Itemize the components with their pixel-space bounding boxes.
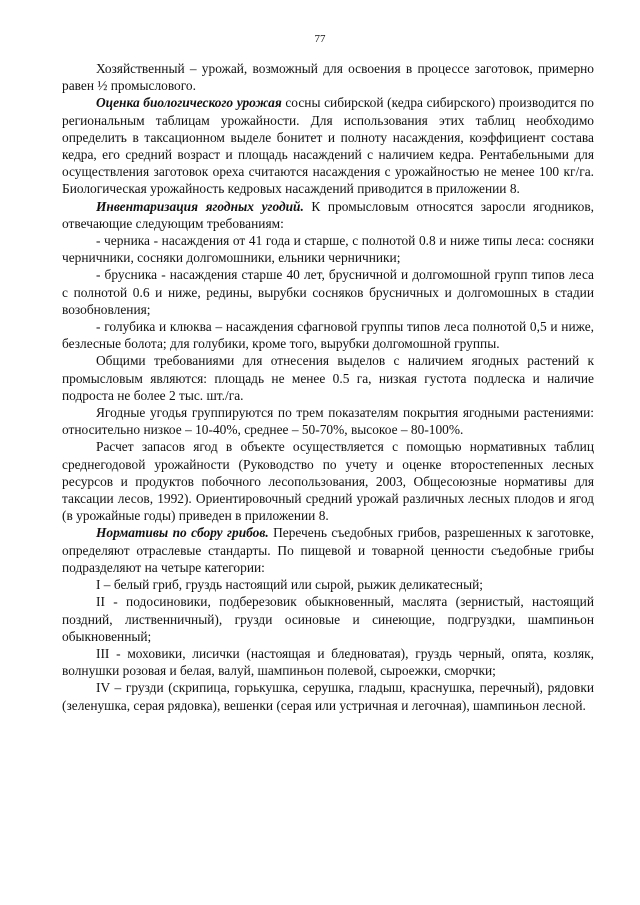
paragraph-biological-yield-text: сосны сибирской (кедра сибирского) производится по региональным таблицам урожайности. Для использования этих таблиц необходимо определить в таксационном выделе бонитет и полноту насаждения, коэффициент состава кедра, его средний возраст и площадь насаждений с наличием кедра. Рентабельными для осуществления заготовок ореха считаются насаждения с урожайностью не менее 100 кг/га. Биологическая урожайность кедровых насаждений приводится в приложении 8. bbox=[62, 95, 594, 197]
list-item-bilberry: - черника - насаждения от 41 года и старше, с полнотой 0.8 и ниже типы леса: сосняки черничники, сосняки долгомошники, ельники черничники; bbox=[62, 233, 594, 266]
heading-biological-yield: Оценка биологического урожая bbox=[96, 95, 282, 111]
paragraph-yield-economic: Хозяйственный – урожай, возможный для освоения в процессе заготовок, примерно равен ½ промыслового. bbox=[62, 61, 594, 94]
page-number: 77 bbox=[314, 33, 326, 45]
paragraph-berry-inventory bbox=[62, 198, 594, 232]
paragraph-berry-groups: Ягодные угодья группируются по трем показателям покрытия ягодными растениями: относительно низкое – 10-40%, среднее – 50-70%, высокое – 80-100%. bbox=[62, 405, 594, 438]
paragraph-berry-inventory-text: К промысловым относятся заросли ягодников, отвечающие следующим требованиям: bbox=[62, 198, 594, 231]
paragraph-biological-yield bbox=[62, 94, 594, 197]
paragraph-general-requirements: Общими требованиями для отнесения выделов с наличием ягодных растений к промысловым являются: площадь не менее 0.5 га, низкая густота подлеска и наличие подроста не более 2 тыс. шт./га. bbox=[62, 353, 594, 403]
body-text bbox=[62, 60, 594, 714]
paragraph-mushroom-norms bbox=[62, 524, 594, 576]
list-item-category-2: II - подосиновики, подберезовик обыкновенный, маслята (зернистый, настоящий поздний, лиственничный), грузди осиновые и синеющие, подгруздки, шампиньон обыкновенный; bbox=[62, 594, 594, 644]
list-item-category-1: I – белый гриб, груздь настоящий или сырой, рыжик деликатесный; bbox=[96, 577, 483, 593]
paragraph-berry-stock-calculation: Расчет запасов ягод в объекте осуществляется с помощью нормативных таблиц среднегодовой урожайности (Руководство по учету и оценке второстепенных лесных ресурсов и продуктов побочного лесопользования, 2003, Общесоюзные нормативы для таксации лесов, 1992). Ориентировочный средний урожай различных лесных плодов и ягод (в урожайные годы) приведен в приложении 8. bbox=[62, 439, 594, 524]
paragraph-mushroom-norms-text: Перечень съедобных грибов, разрешенных к заготовке, определяют отраслевые стандарты. По пищевой и товарной ценности съедобные грибы подразделяют на четыре категории: bbox=[62, 525, 594, 575]
heading-mushroom-norms: Нормативы по сбору грибов. bbox=[96, 525, 269, 541]
list-item-lingonberry: - брусника - насаждения старше 40 лет, брусничной и долгомошной групп типов леса с полнотой 0.6 и ниже, редины, вырубки сосняков брусничных и долгомошных в стадии возобновления; bbox=[62, 267, 594, 317]
heading-berry-inventory: Инвентаризация ягодных угодий. bbox=[96, 198, 304, 214]
list-item-category-3: III - моховики, лисички (настоящая и бледноватая), груздь черный, опята, козляк, волнушки розовая и белая, валуй, шампиньон полевой, сыроежки, сморчки; bbox=[62, 645, 594, 679]
list-item-category-4: IV – грузди (скрипица, горькушка, серушка, гладыш, краснушка, перечный), рядовки (зеленушка, серая рядовка), вешенки (серая или устричная и легочная), шампиньон лесной. bbox=[62, 680, 594, 713]
list-item-blueberry-cranberry: - голубика и клюква – насаждения сфагновой группы типов леса полнотой 0,5 и ниже, безлесные болота; для голубики, кроме того, вырубки долгомошной группы. bbox=[62, 319, 594, 352]
